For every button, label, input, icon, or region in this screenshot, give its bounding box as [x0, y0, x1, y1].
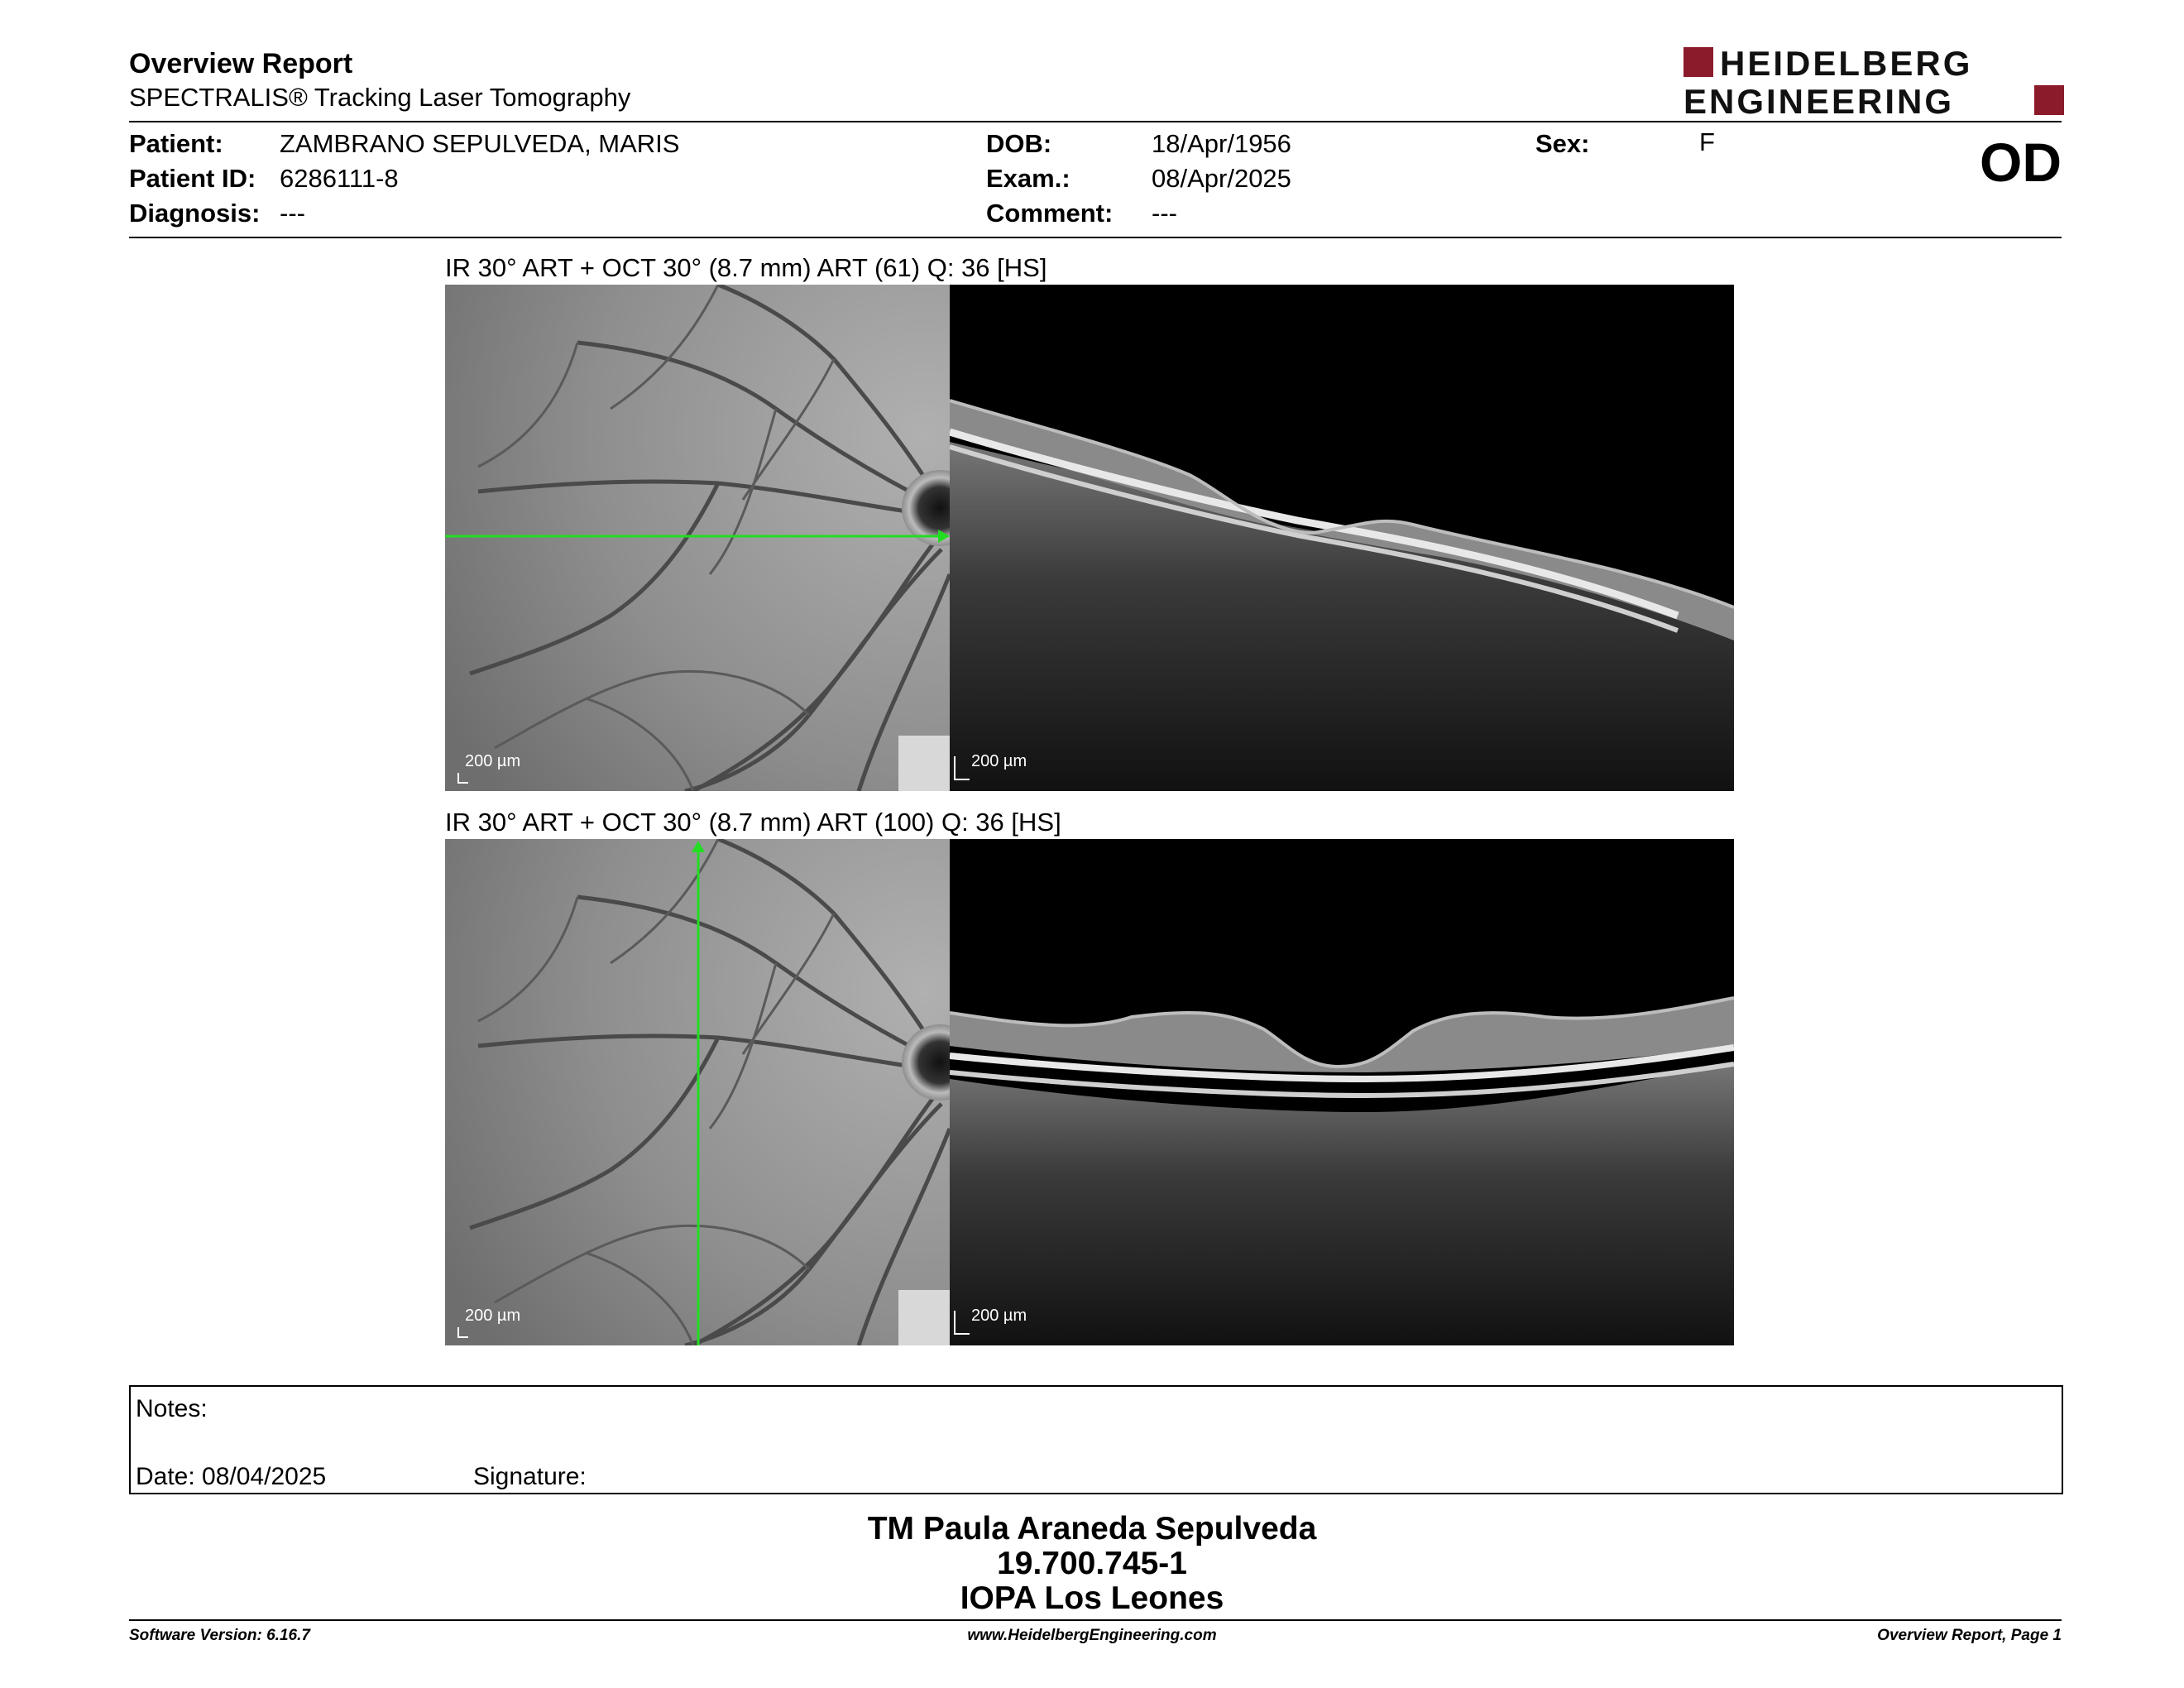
- sex-label: Sex:: [1535, 129, 1590, 158]
- notes-label: Notes:: [136, 1395, 208, 1422]
- exam-2-ir-fundus-image[interactable]: [445, 839, 950, 1345]
- notes-date: Date: 08/04/2025: [136, 1463, 327, 1490]
- dob-label: DOB:: [986, 129, 1052, 158]
- ir-scale-label: 200 µm: [465, 1307, 521, 1325]
- oct-scale-label: 200 µm: [971, 1307, 1027, 1325]
- patient-id: 6286111-8: [280, 164, 399, 193]
- eye-laterality: OD: [1980, 132, 2062, 193]
- logo-line2: ENGINEERING: [1684, 82, 1955, 117]
- ir-fundus-graphic: [445, 285, 950, 791]
- signatory-institution: IOPA Los Leones: [960, 1580, 1224, 1616]
- exam-date: 08/Apr/2025: [1152, 164, 1291, 193]
- oct-bscan-graphic: [950, 285, 1734, 791]
- comment-value: ---: [1152, 199, 1177, 228]
- report-subtitle: SPECTRALIS® Tracking Laser Tomography: [129, 83, 631, 112]
- footer-divider: [129, 1619, 2062, 1621]
- ir-scale-label: 200 µm: [465, 752, 521, 770]
- oct-scale-label: 200 µm: [971, 752, 1027, 770]
- signatory-name: TM Paula Araneda Sepulveda: [867, 1511, 1317, 1547]
- exam-1-title: IR 30° ART + OCT 30° (8.7 mm) ART (61) Q: 36 [HS]: [445, 253, 1047, 282]
- exam-2-oct-bscan-image[interactable]: [950, 839, 1734, 1345]
- patient-name: ZAMBRANO SEPULVEDA, MARIS: [280, 129, 680, 158]
- diagnosis-value: ---: [280, 199, 305, 228]
- oct-bscan-graphic: [950, 839, 1734, 1345]
- logo-line1: HEIDELBERG: [1720, 46, 1973, 83]
- ir-fundus-graphic: [445, 839, 950, 1345]
- dob-value: 18/Apr/1956: [1152, 129, 1291, 158]
- signatory-rut: 19.700.745-1: [997, 1546, 1187, 1581]
- notes-box[interactable]: [129, 1385, 2063, 1494]
- page-indicator: Overview Report, Page 1: [1877, 1627, 2062, 1644]
- report-title: Overview Report: [129, 48, 353, 79]
- exam-1-oct-bscan-image[interactable]: [950, 285, 1734, 791]
- software-version: Software Version: 6.16.7: [129, 1627, 310, 1644]
- header-divider: [129, 121, 2062, 122]
- sex-value: F: [1699, 127, 1715, 156]
- diagnosis-label: Diagnosis:: [129, 199, 261, 228]
- heidelberg-logo: [1684, 46, 2064, 117]
- patient-id-label: Patient ID:: [129, 164, 256, 193]
- exam-2-title: IR 30° ART + OCT 30° (8.7 mm) ART (100) Q: 36 [HS]: [445, 808, 1061, 837]
- exam-label: Exam.:: [986, 164, 1070, 193]
- exam-1-ir-fundus-image[interactable]: [445, 285, 950, 791]
- website-link[interactable]: www.HeidelbergEngineering.com: [967, 1627, 1217, 1644]
- signature-label: Signature:: [473, 1463, 587, 1490]
- patient-divider: [129, 237, 2062, 238]
- comment-label: Comment:: [986, 199, 1114, 228]
- patient-label: Patient:: [129, 129, 223, 158]
